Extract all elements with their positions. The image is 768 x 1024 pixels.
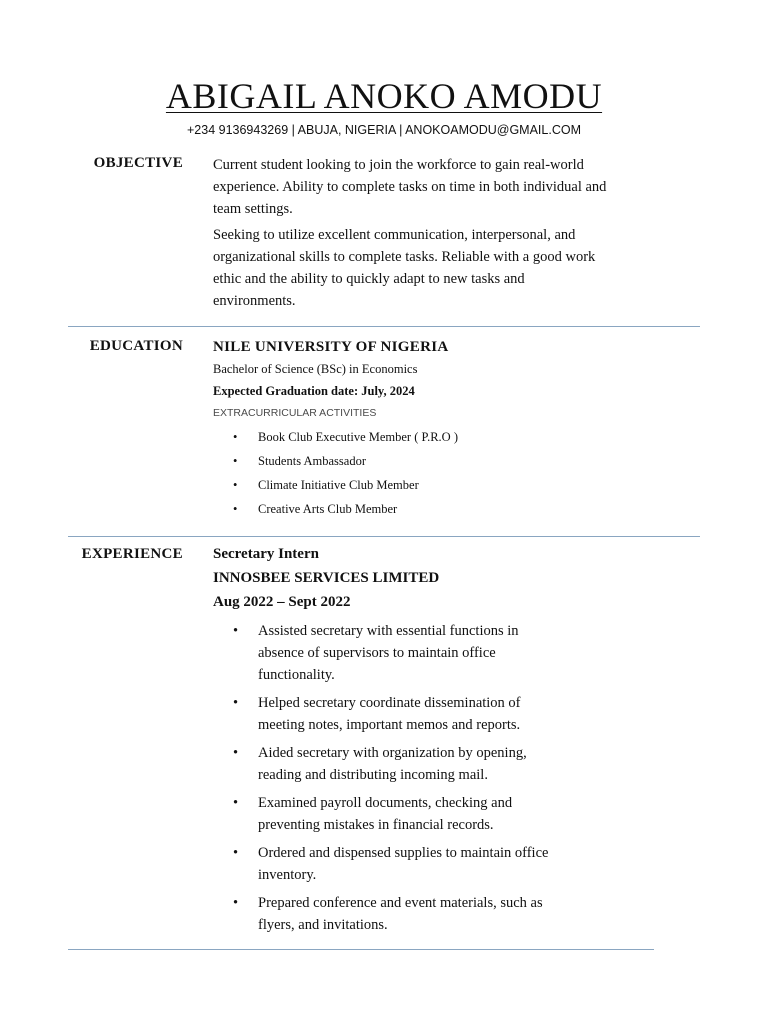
list-item — [213, 497, 653, 521]
job-dates: Aug 2022 – Sept 2022 — [213, 594, 351, 610]
section-divider — [68, 326, 700, 327]
duty-text: Ordered and dispensed supplies to maintain office inventory. — [258, 845, 549, 883]
activities-heading: EXTRACURRICULAR ACTIVITIES — [213, 407, 377, 419]
section-label-education: EDUCATION — [89, 338, 183, 354]
education-content — [213, 337, 653, 521]
bullet-icon: • — [233, 695, 239, 711]
section-label-experience: EXPERIENCE — [81, 546, 183, 562]
company-name: INNOSBEE SERVICES LIMITED — [213, 570, 440, 586]
section-label-objective: OBJECTIVE — [93, 155, 183, 171]
school-name: NILE UNIVERSITY OF NIGERIA — [213, 339, 449, 355]
list-item — [213, 742, 568, 786]
bullet-icon: • — [233, 502, 238, 516]
objective-paragraph: Current student looking to join the workforce to gain real-world experience. Ability to complete tasks on time in both individual and team settings. — [213, 157, 607, 217]
contact-info: +234 9136943269 | ABUJA, NIGERIA | ANOKOAMODU@GMAIL.COM — [187, 123, 581, 137]
list-item — [213, 449, 653, 473]
bullet-icon: • — [233, 795, 239, 811]
bullet-icon: • — [233, 430, 238, 444]
activity-text: Creative Arts Club Member — [258, 502, 398, 516]
section-divider — [68, 949, 654, 950]
job-title: Secretary Intern — [213, 546, 319, 562]
experience-content — [213, 542, 653, 942]
applicant-name: ABIGAIL ANOKO AMODU — [165, 76, 603, 116]
bullet-icon: • — [233, 845, 239, 861]
activities-list — [213, 425, 653, 521]
objective-content — [213, 154, 608, 312]
list-item — [213, 892, 568, 936]
bullet-icon: • — [233, 895, 239, 911]
list-item — [213, 473, 653, 497]
activity-text: Book Club Executive Member ( P.R.O ) — [258, 430, 458, 444]
list-item — [213, 792, 568, 836]
graduation-date: Expected Graduation date: July, 2024 — [213, 384, 415, 398]
bullet-icon: • — [233, 745, 239, 761]
list-item — [213, 692, 568, 736]
list-item — [213, 620, 568, 686]
bullet-icon: • — [233, 623, 239, 639]
duty-text: Aided secretary with organization by opening, reading and distributing incoming mail. — [258, 745, 527, 783]
list-item — [213, 842, 568, 886]
list-item — [213, 425, 653, 449]
objective-paragraph: Seeking to utilize excellent communication, interpersonal, and organizational skills to complete tasks. Reliable with a good work ethic and the ability to quickly adapt to new tasks and environments. — [213, 227, 596, 309]
duty-text: Prepared conference and event materials, such as flyers, and invitations. — [258, 895, 543, 933]
duties-list — [213, 620, 653, 936]
bullet-icon: • — [233, 478, 238, 492]
degree: Bachelor of Science (BSc) in Economics — [213, 362, 418, 376]
duty-text: Examined payroll documents, checking and preventing mistakes in financial records. — [258, 795, 513, 833]
activity-text: Climate Initiative Club Member — [258, 478, 419, 492]
duty-text: Helped secretary coordinate dissemination of meeting notes, important memos and reports. — [258, 695, 521, 733]
activity-text: Students Ambassador — [258, 454, 366, 468]
duty-text: Assisted secretary with essential functions in absence of supervisors to maintain office functionality. — [258, 623, 519, 683]
section-divider — [68, 536, 700, 537]
bullet-icon: • — [233, 454, 238, 468]
